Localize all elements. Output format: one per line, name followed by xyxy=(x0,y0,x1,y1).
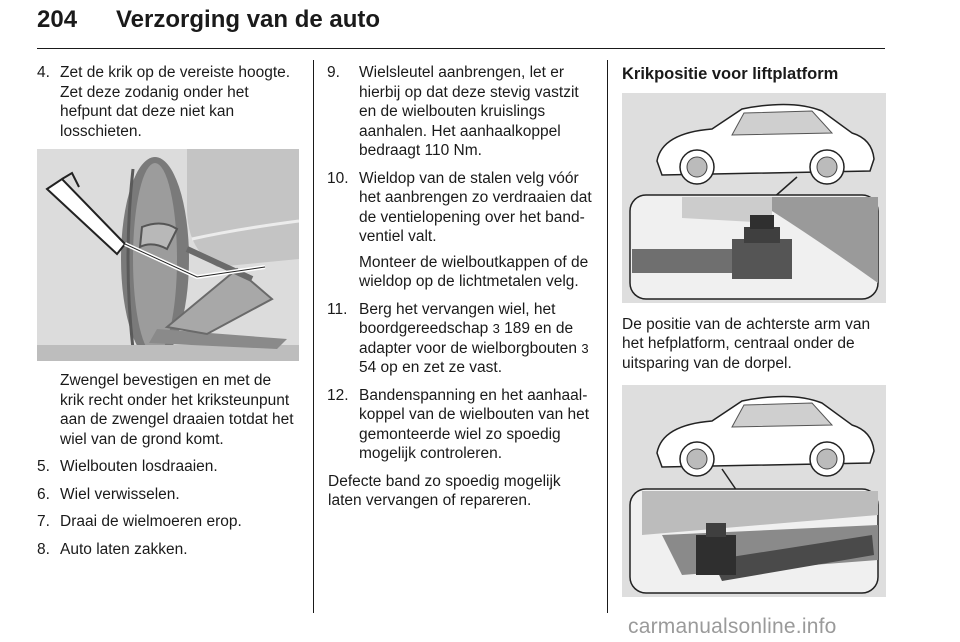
column-left xyxy=(37,63,299,567)
column-right xyxy=(622,63,886,597)
step-6 xyxy=(37,485,299,505)
step-text: Wielbouten losdraaien. xyxy=(60,458,218,475)
step-11 xyxy=(328,300,594,378)
step-text-secondary: Monteer de wielboutkappen of de wieldop op de lichtmetalen velg. xyxy=(359,253,589,290)
step-number: 11. xyxy=(327,300,348,318)
page-header xyxy=(37,6,885,46)
column-middle xyxy=(328,63,594,519)
jack-drawing xyxy=(37,149,299,361)
column-divider-left xyxy=(313,60,314,613)
step-number: 4. xyxy=(37,64,50,81)
step-text xyxy=(359,300,594,378)
step-number: 9. xyxy=(327,64,340,81)
step-text-part: Berg het vervangen wiel, het boordgereedschap xyxy=(359,300,556,337)
step-text-part: 54 op en zet ze vast. xyxy=(359,359,503,376)
car-lift-front-drawing xyxy=(622,93,886,303)
page-title: Verzorging van de auto xyxy=(116,6,381,33)
step-number: 6. xyxy=(37,485,50,503)
step-text: Zet de krik op de vereiste hoogte. Zet deze zodanig onder het hefpunt dat deze niet kan losschieten. xyxy=(60,64,291,140)
page-reference-icon: 3 xyxy=(492,321,500,336)
step-4 xyxy=(37,63,299,141)
car-lift-rear-drawing xyxy=(622,385,886,597)
step-12 xyxy=(328,386,594,464)
closing-note: Defecte band zo spoedig mogelijk laten vervangen of repareren. xyxy=(328,472,561,509)
step-10 xyxy=(328,169,594,292)
step-text: Auto laten zakken. xyxy=(60,540,188,558)
step-5 xyxy=(37,457,299,477)
section-heading: Krikpositie voor liftplatform xyxy=(622,65,839,83)
crank-instruction-text: Zwengel bevestigen en met de krik recht onder het kriksteunpunt aan de zwengel draaien totdat het wiel van de grond komt. xyxy=(60,372,294,448)
car-lift-rear-arm-illustration xyxy=(622,385,886,597)
step-number: 10. xyxy=(327,169,349,187)
header-divider xyxy=(37,48,885,49)
lift-position-text: De positie van de achterste arm van het hefplatform, centraal onder de uitsparing van de dorpel. xyxy=(622,315,871,372)
watermark: carmanualsonline.info xyxy=(628,615,837,638)
step-text: Bandenspanning en het aanhaal-koppel van de wielbouten van het gemonteerde wiel zo spoedig mogelijk controleren. xyxy=(359,386,590,462)
step-8 xyxy=(37,540,299,560)
step-9 xyxy=(328,63,594,161)
jack-with-crank-illustration xyxy=(37,149,299,361)
step-text-part: 189 en de adapter voor de wielborgbouten xyxy=(359,320,582,357)
step-7 xyxy=(37,512,299,532)
page-reference-icon: 3 xyxy=(581,340,589,356)
car-lift-front-arm-illustration xyxy=(622,93,886,303)
step-text: Wielsleutel aanbrengen, let er hierbij op dat deze stevig vastzit en de wielbouten kruislings aanhalen. Het aanhaalkoppel bedraagt 110 Nm. xyxy=(359,64,579,159)
step-text: Wiel verwisselen. xyxy=(60,485,180,503)
step-text: Wieldop van de stalen velg vóór het aanbrengen zo verdraaien dat de ventielopening over het band-ventiel valt. xyxy=(359,169,592,245)
page-number: 204 xyxy=(37,6,78,33)
step-number: 7. xyxy=(37,513,50,530)
step-number: 12. xyxy=(327,386,349,404)
step-number: 5. xyxy=(37,458,50,475)
column-divider-right xyxy=(607,60,608,613)
step-number: 8. xyxy=(37,540,50,558)
step-text: Draai de wielmoeren erop. xyxy=(60,513,242,530)
